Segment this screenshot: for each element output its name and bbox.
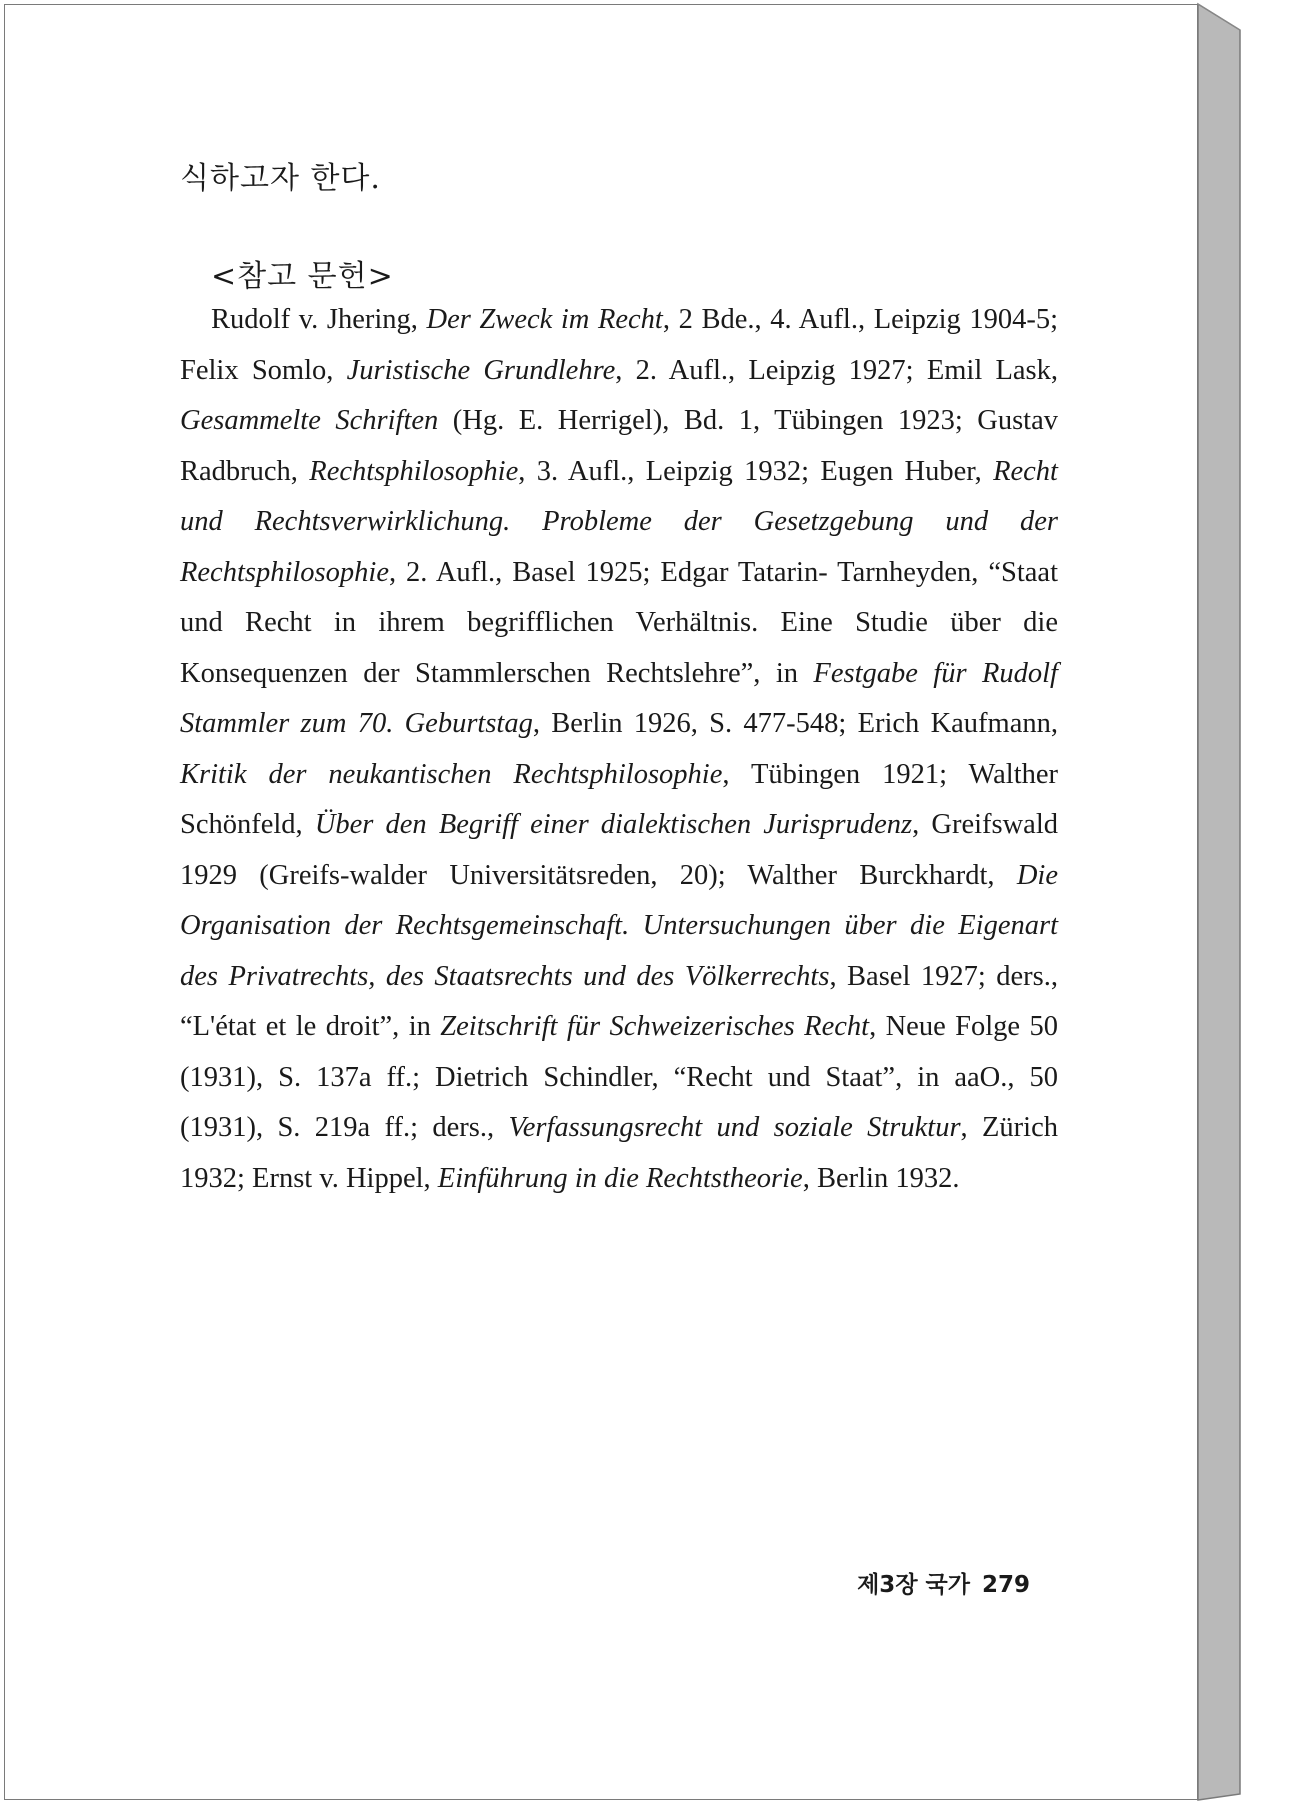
reference-text: , Berlin 1926, S. 477-548; Erich Kaufmann, [532, 708, 1058, 739]
book-page [4, 4, 1198, 1800]
reference-title: Gesammelte Schriften [180, 405, 439, 436]
reference-title: Zeitschrift für Schweizerisches Recht [440, 1011, 870, 1042]
references-paragraph [180, 295, 1058, 1204]
references-heading: <참고 문헌> [211, 259, 394, 294]
reference-text: , Tübingen 1921; Walther Schönfeld, [180, 758, 1058, 840]
reference-title: Kritik der neukantischen Rechtsphilosophie [180, 758, 723, 790]
chapter-title: 제3장 국가 [857, 1572, 970, 1598]
reference-title: Über den Begriff einer dialektischen Jurisprudenz [314, 809, 913, 840]
reference-text: , Neue Folge 50 (1931), S. 137a ff.; Dietrich Schindler, “Recht und Staat”, in aaO., 50 (1931), S. 219a ff.; ders., [180, 1011, 1058, 1143]
reference-text: , Berlin 1932. [802, 1162, 960, 1194]
reference-text: , 3. Aufl., Leipzig 1932; Eugen Huber, [518, 455, 994, 487]
reference-title: Recht und Rechtsverwirklichung. Probleme der Gesetzgebung und der Rechtsphilosophie [180, 455, 1058, 588]
reference-text: , Greifswald 1929 (Greifs-walder Universitätsreden, 20); Walther Burckhardt, [180, 809, 1059, 891]
reference-title: Rechtsphilosophie [309, 455, 519, 487]
reference-text: , Basel 1927; ders., “L'état et le droit”, in [180, 960, 1058, 1042]
reference-title: Einführung in die Rechtstheorie [437, 1162, 803, 1194]
reference-text: , 2. Aufl., Leipzig 1927; Emil Lask, [615, 354, 1058, 386]
reference-text: , Zürich 1932; Ernst v. Hippel, [180, 1112, 1058, 1194]
intro-text: 식하고자 한다. [180, 161, 381, 196]
reference-text: (Hg. E. Herrigel), Bd. 1, Tübingen 1923; Gustav Radbruch, [180, 405, 1058, 487]
page-footer [845, 1566, 1030, 1599]
reference-text: , 2. Aufl., Basel 1925; Edgar Tatarin- Tarnheyden, “Staat und Recht in ihrem begrifflichen Verhältnis. Eine Studie über die Konsequenzen der Stammlerschen Rechtslehre”, in [180, 556, 1058, 689]
reference-title: Verfassungsrecht und soziale Struktur [508, 1112, 961, 1143]
reference-title: Die Organisation der Rechtsgemeinschaft. Untersuchungen über die Eigenart des Privatrechts, des Staatsrechts und des Völkerrechts [180, 859, 1058, 992]
reference-title: Juristische Grundlehre [346, 354, 616, 386]
reference-text: Rudolf v. Jhering, [211, 304, 427, 335]
reference-text: , 2 Bde., 4. Aufl., Leipzig 1904-5; Felix Somlo, [180, 304, 1059, 386]
page-edge-shadow [1198, 4, 1244, 1800]
page-number: 279 [981, 1572, 1030, 1598]
reference-title: Festgabe für Rudolf Stammler zum 70. Geburtstag [180, 657, 1058, 739]
reference-title: Der Zweck im Recht [426, 304, 663, 335]
